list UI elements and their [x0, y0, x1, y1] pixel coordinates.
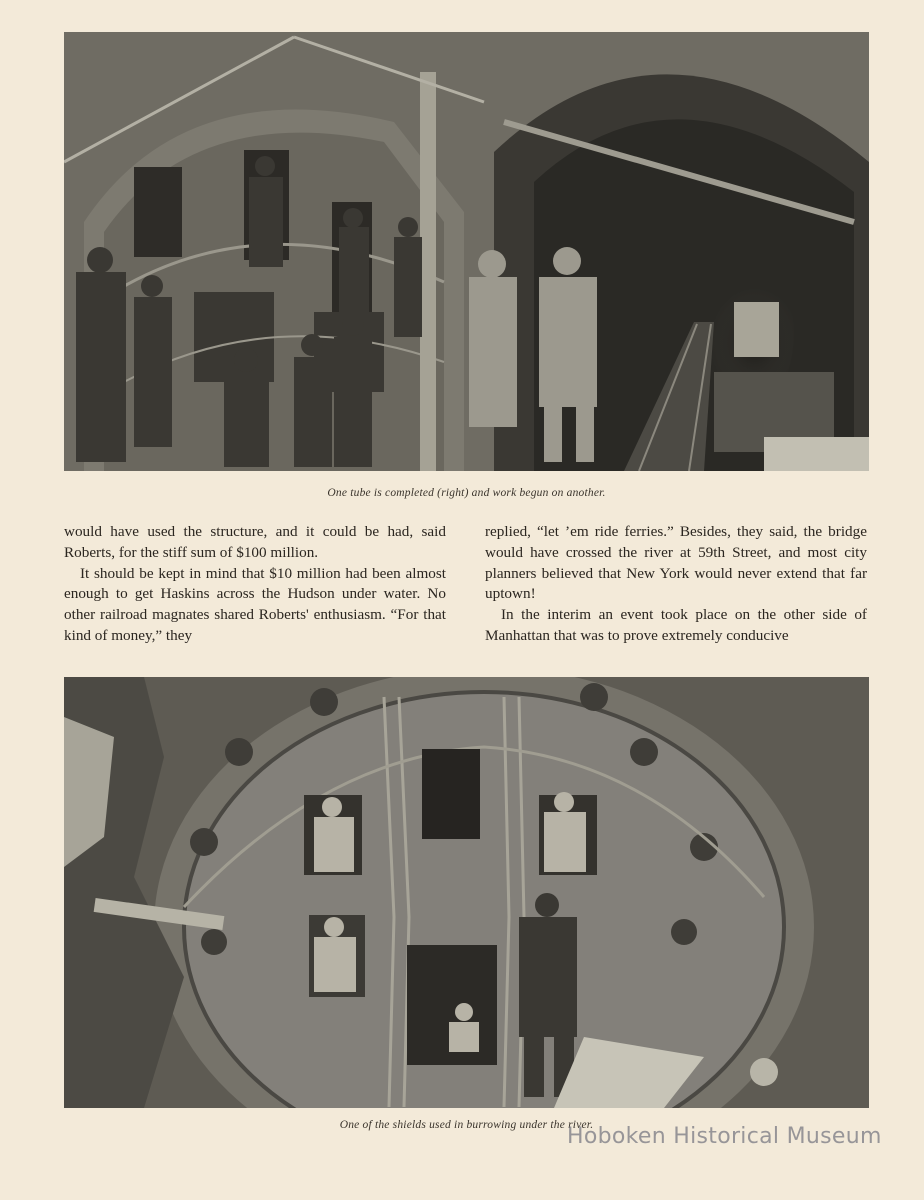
paragraph: would have used the structure, and it could be had, said Roberts, for the stiff sum of $100 million.: [64, 523, 446, 561]
museum-watermark: Hoboken Historical Museum: [567, 1124, 882, 1149]
tunneling-shield-photo: [64, 677, 869, 1108]
article-right-column: [485, 522, 867, 672]
bottom-photo-caption: One of the shields used in burrowing under the river.: [339, 1119, 594, 1131]
paragraph: In the interim an event took place on the other side of Manhattan that was to prove extremely conducive: [485, 606, 867, 644]
top-photo-caption: One tube is completed (right) and work begun on another.: [327, 487, 606, 499]
tunnel-construction-photo: [64, 32, 869, 471]
paragraph: It should be kept in mind that $10 million had been almost enough to get Haskins across the Hudson under water. No other railroad magnates shared Roberts' enthusiasm. “For that kind of money,” they: [64, 564, 446, 644]
article-left-column: [64, 522, 446, 672]
paragraph: replied, “let ’em ride ferries.” Besides, they said, the bridge would have crossed the river at 59th Street, and most city planners believed that New York would never extend that far uptown!: [485, 523, 867, 603]
